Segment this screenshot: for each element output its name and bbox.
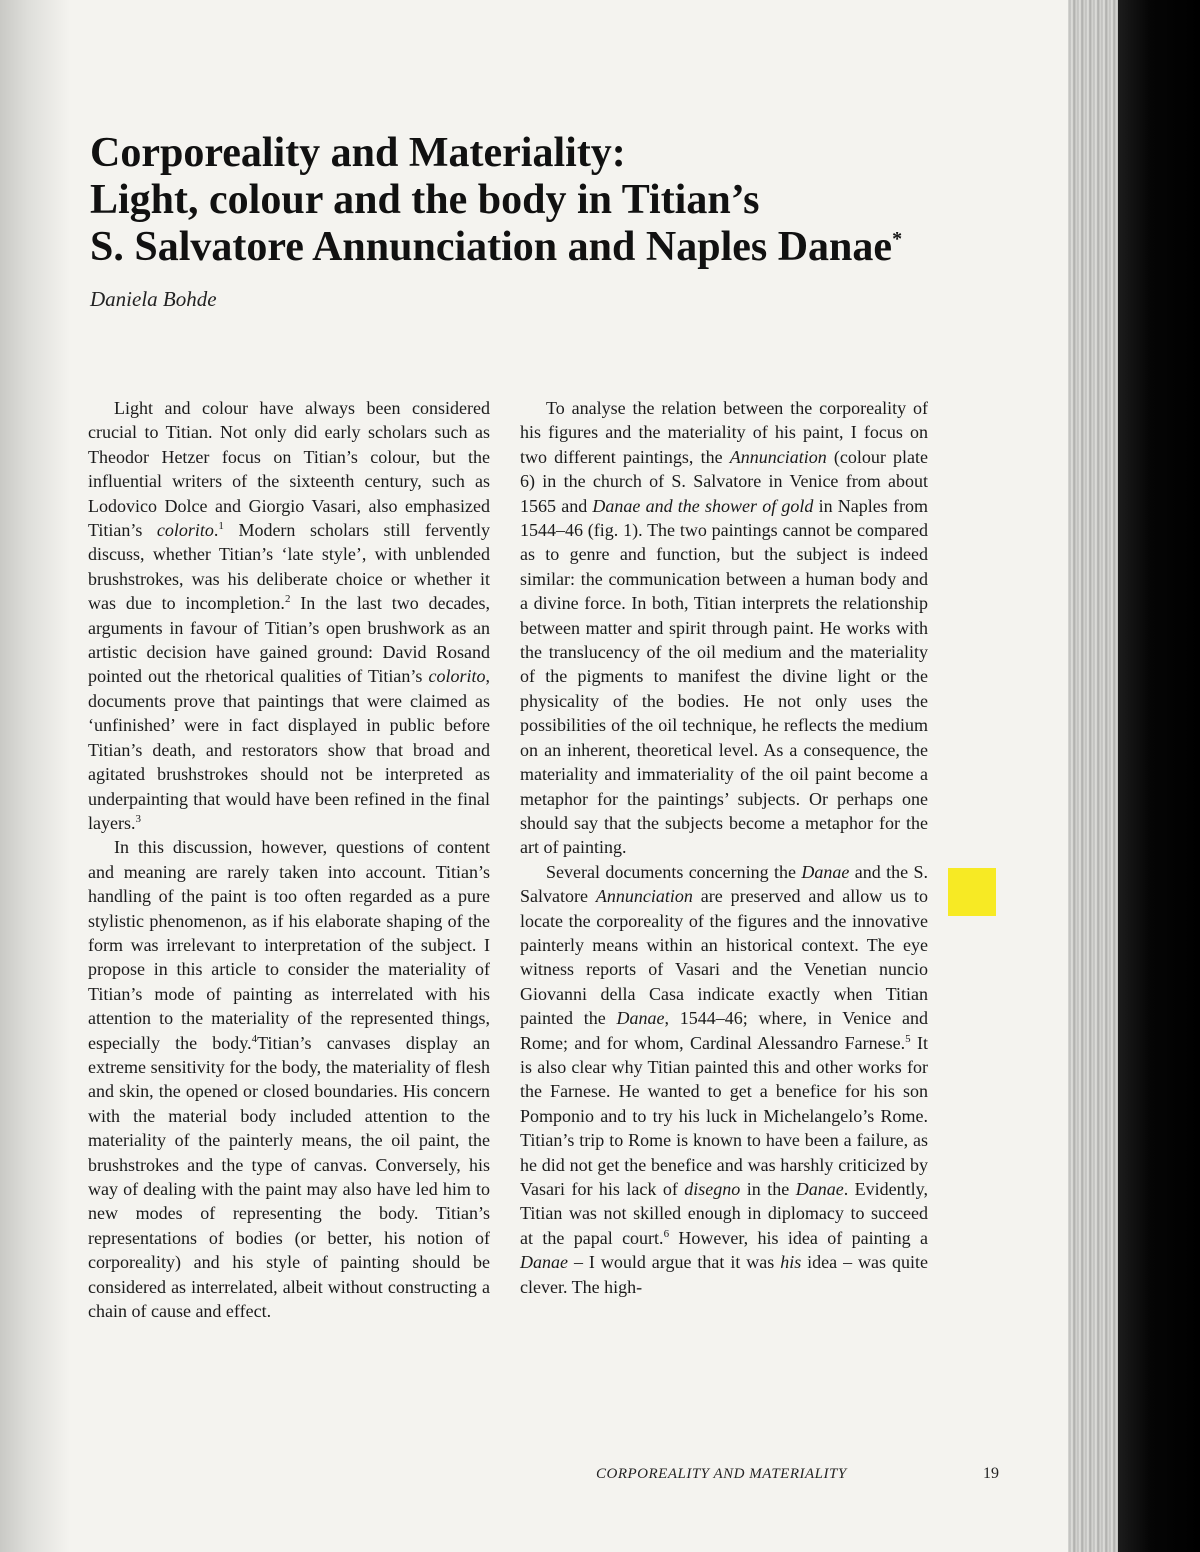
article-title	[90, 130, 990, 271]
italic-term: Danae	[520, 1252, 568, 1273]
text-run: Light and colour have always been considered crucial to Titian. Not only did early scholars such as Theodor Hetzer focus on Titian’s colour, but the influential writers of the sixteenth century, such as Lodovico Dolce and Giorgio Vasari, also emphasized Titian’s	[88, 398, 490, 541]
italic-term: Annunciation	[595, 886, 693, 907]
text-run: Modern scholars still fervently discuss, whether Titian’s ‘late style’, with unblended brushstrokes, was his deliberate choice or whether it was due to incompletion.	[88, 520, 490, 614]
left-paragraph-1	[88, 396, 490, 835]
title-line-3-text: S. Salvatore Annunciation and Naples Danae	[90, 224, 893, 270]
footnote-ref: 5	[905, 1032, 911, 1045]
italic-term: disegno	[684, 1179, 741, 1199]
right-paragraph-2	[520, 860, 928, 1299]
text-run: In the last two decades, arguments in favour of Titian’s open brushwork as an artistic decision have gained ground: David Rosand pointed out the rhetorical qualities of Titian’s	[88, 593, 490, 687]
italic-term: colorito	[428, 666, 486, 687]
text-run: – I would argue that it was	[568, 1252, 781, 1273]
book-spine-shadow	[1118, 0, 1200, 1552]
text-run: In this discussion, however, questions of content and meaning are rarely taken into account. Titian’s handling of the paint is too often regarded as a pure stylistic phenomenon, as if his elaborate shaping of the form was irrelevant to interpretation of the subject. I propose in this article to consider the materiality of Titian’s mode of painting as interrelated with his attention to the materiality of the represented things, especially the body.	[88, 837, 490, 1053]
title-line-1: Corporeality and Materiality:	[90, 130, 626, 176]
text-run: Titian’s canvases display an extreme sensitivity for the body, the materiality of flesh and skin, the opened or closed boundaries. His concern with the material body included attention to the materiality of the painterly means, the oil paint, the brushstrokes and the type of canvas. Conversely, his way of dealing with the paint may also have led him to new modes of representing the body. Titian’s representations of bodies (or better, his notion of corporeality) and his style of painting should be considered as interrelated, albeit without constructing a chain of cause and effect.	[88, 1032, 491, 1322]
text-run: . Evidently, Titian was not skilled enough in diplomacy to succeed at the papal court.	[520, 1179, 928, 1248]
text-run: To analyse the relation between the corporeality of his figures and the materiality of his paint, I focus on two different paintings, the	[520, 398, 928, 467]
italic-term: Annunciation	[729, 446, 827, 467]
text-run: and the S. Salvatore	[520, 861, 928, 907]
text-run: are preserved and allow us to locate the corporeality of the figures and the innovative painterly means within an historical context. The eye witness reports of Vasari and the Venetian nuncio Giovanni della Casa indicate exactly when Titian painted the	[520, 886, 929, 1029]
title-line-2: Light, colour and the body in Titian’s	[90, 177, 760, 223]
footnote-ref: 3	[135, 812, 141, 825]
italic-term: colorito	[156, 520, 214, 541]
title-footnote-mark: *	[892, 228, 903, 250]
text-run: Several documents concerning the	[546, 861, 802, 882]
italic-term: Danae	[616, 1008, 665, 1029]
text-run: (colour plate 6) in the church of S. Salvatore in Venice from about 1565 and	[520, 446, 928, 516]
left-column	[88, 396, 490, 1323]
footnote-ref: 1	[218, 520, 224, 533]
text-run: However, his idea of painting a	[669, 1227, 928, 1248]
text-run: in Naples from 1544–46 (fig. 1). The two paintings cannot be compared as to genre and function, but the subject is indeed similar: the communication between a human body and a divine force. In both, Titian interprets the relationship between matter and spirit through paint. He works with the translucency of the oil medium and the materiality of the pigments to manifest the divine light or the physicality of the bodies. He not only uses the possibilities of the oil technique, he reflects the medium on an inherent, theoretical level. As a consequence, the materiality and immateriality of the oil paint become a metaphor for the paintings’ subjects. Or perhaps one should say that the subjects become a metaphor for the art of painting.	[520, 495, 928, 858]
running-head: CORPOREALITY AND MATERIALITY	[596, 1466, 847, 1482]
italic-term: Danae and the shower of gold	[592, 495, 814, 516]
scan-shadow-left	[0, 0, 70, 1552]
footnote-ref: 2	[284, 593, 291, 606]
footnote-ref: 4	[251, 1032, 258, 1045]
italic-term: his	[780, 1252, 802, 1273]
text-run: It is also clear why Titian painted this and other works for the Farnese. He wanted to get a benefice for his son Pomponio and to try his luck in Michelangelo’s Rome. Titian’s trip to Rome is known to have been a failure, as he did not get the benefice and was harshly criticized by Vasari for his lack of	[520, 1032, 929, 1199]
right-paragraph-1	[520, 396, 928, 860]
text-run: , 1544–46; where, in Venice and Rome; and for whom, Cardinal Alessandro Farnese.	[520, 1008, 928, 1053]
yellow-highlight-marker	[948, 868, 996, 916]
right-column	[520, 396, 928, 1299]
text-run: , documents prove that paintings that were claimed as ‘unfinished’ were in fact displayed in public before Titian’s death, and restorators show that broad and agitated brushstrokes should not be interpreted as underpainting that would have been refined in the final layers.	[88, 666, 490, 833]
text-run: .	[213, 520, 219, 541]
footnote-ref: 6	[663, 1227, 670, 1240]
italic-term: Danae	[801, 861, 850, 882]
title-line-3	[90, 224, 990, 271]
text-run: in the	[740, 1179, 796, 1199]
author-name: Daniela Bohde	[90, 287, 217, 311]
left-paragraph-2	[88, 835, 490, 1323]
text-run: idea – was quite clever. The high-	[520, 1252, 928, 1297]
italic-term: Danae	[795, 1179, 844, 1199]
page-number: 19	[983, 1465, 999, 1482]
